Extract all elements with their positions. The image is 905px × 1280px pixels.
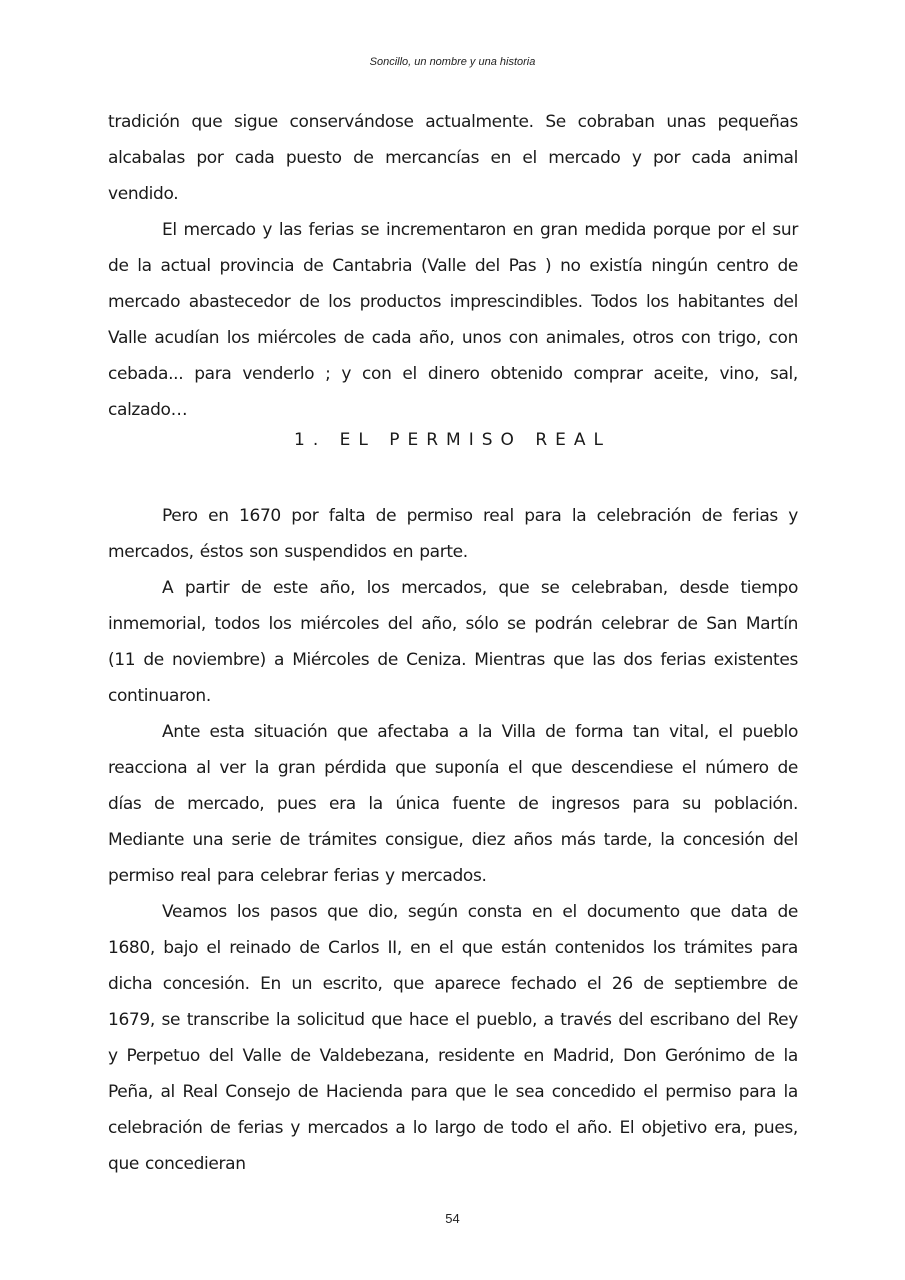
section-text-block [108,498,798,1182]
paragraph: El mercado y las ferias se incrementaron en gran medida porque por el sur de la actual provincia de Cantabria (Valle del Pas ) no existía ningún centro de mercado abastecedor de los productos imprescindibles. Todos los habitantes del Valle acudían los miércoles de cada año, unos con animales, otros con trigo, con cebada... para venderlo ; y con el dinero obtenido comprar aceite, vino, sal, calzado… [108,220,798,420]
page-number: 54 [445,1211,460,1226]
paragraph: Veamos los pasos que dio, según consta en el documento que data de 1680, bajo el reinado de Carlos II, en el que están contenidos los trámites para dicha concesión. En un escrito, que aparece fechado el 26 de septiembre de 1679, se transcribe la solicitud que hace el pueblo, a través del escribano del Rey y Perpetuo del Valle de Valdebezana, residente en Madrid, Don Gerónimo de la Peña, al Real Consejo de Hacienda para que le sea concedido el permiso para la celebración de ferias y mercados a lo largo de todo el año. El objetivo era, pues, que concedieran [108,902,798,1174]
paragraph: tradición que sigue conservándose actualmente. Se cobraban unas pequeñas alcabalas por cada puesto de mercancías en el mercado y por cada animal vendido. [108,112,798,204]
paragraph: A partir de este año, los mercados, que se celebraban, desde tiempo inmemorial, todos los miércoles del año, sólo se podrán celebrar de San Martín (11 de noviembre) a Miércoles de Ceniza. Mientras que las dos ferias existentes continuaron. [108,578,798,706]
paragraph: Ante esta situación que afectaba a la Villa de forma tan vital, el pueblo reacciona al ver la gran pérdida que suponía el que descendiese el número de días de mercado, pues era la única fuente de ingresos para su población. Mediante una serie de trámites consigue, diez años más tarde, la concesión del permiso real para celebrar ferias y mercados. [108,722,798,886]
section-heading: 1. EL PERMISO REAL [294,430,611,450]
paragraph: Pero en 1670 por falta de permiso real para la celebración de ferias y mercados, éstos son suspendidos en parte. [108,506,798,562]
intro-text-block [108,104,798,428]
running-header: Soncillo, un nombre y una historia [369,56,536,68]
